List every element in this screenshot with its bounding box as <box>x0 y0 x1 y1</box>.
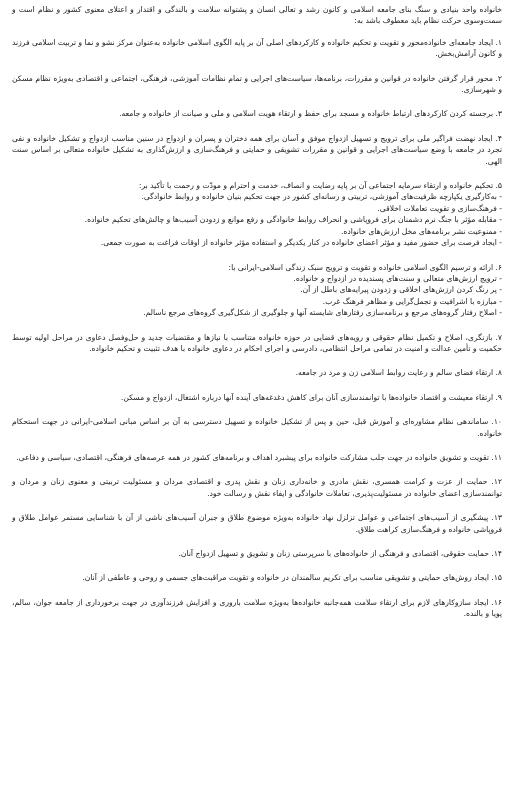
sub-item: - ایجاد فرصت برای حضور مفید و مؤثر اعضای خانواده در کنار یکدیگر و استفاده مؤثر خانواده از اوقات فراغت به صورت جمعی. <box>100 238 502 248</box>
policy-item-9: ۹. ارتقاء معیشت و اقتصاد خانواده‌ها با توانمندسازی آنان برای کاهش دغدغه‌های آینده آنها درباره اشتغال، ازدواج و مسکن. <box>120 392 502 402</box>
policy-item-6-sublist <box>12 273 502 319</box>
policy-item-13: ۱۳. پیشگیری از آسیب‌های اجتماعی و عوامل تزلزل نهاد خانواده به‌ویژه موضوع طلاق و جبران آسیب‌های ناشی از آن با شناسایی مستمر عوامل طلاق و فروپاشی خانواده و فرهنگ‌سازی کراهت طلاق. <box>12 513 502 534</box>
sub-item: - به‌کارگیری یکپارچه ظرفیت‌های آموزشی، تربیتی و رسانه‌ای کشور در جهت تحکیم بنیان خانواده و روابط خانوادگی. <box>141 192 502 202</box>
policy-item-11: ۱۱. تقویت و تشویق خانواده در جهت جلب مشارکت خانواده برای پیشبرد اهداف و برنامه‌های کشور در همه عرصه‌های فرهنگی، اقتصادی، سیاسی و دفاعی. <box>16 452 502 462</box>
policy-item-14: ۱۴. حمایت حقوقی، اقتصادی و فرهنگی از خانواده‌های با سرپرستی زنان و تشویق و تسهیل ازدواج آنان. <box>178 549 502 558</box>
sub-item: - پر رنگ کردن ارزش‌های اخلاقی و زدودن پیرایه‌های باطل از آن. <box>300 285 502 295</box>
policy-item-7: ۷. بازنگری، اصلاح و تکمیل نظام حقوقی و رویه‌های قضایی در حوزه خانواده متناسب با نیازها و مقتضیات جدید و حل‌وفصل دعاوی در مراحل اولیه توسط حکمیت و تأمین عدالت و امنیت در تمامی مراحل انتظامی، دادرسی و اجرای احکام در دعاوی خانواده با هدف تثبیت و تحکیم خانواده. <box>12 332 502 353</box>
policy-item-5-sublist <box>12 191 502 248</box>
sub-item: - فرهنگ‌سازی و تقویت تعاملات اخلاقی. <box>377 203 502 213</box>
policy-item-8: ۸. ارتقاء فضای سالم و رعایت روابط اسلامی زن و مرد در جامعه. <box>295 368 502 378</box>
policy-item-2: ۲. محور قرار گرفتن خانواده در قوانین و مقررات، برنامه‌ها، سیاست‌های اجرایی و تمام نظامات آموزشی، فرهنگی، اجتماعی و اقتصادی به‌ویژه نظام مسکن و شهرسازی. <box>12 73 502 95</box>
policy-item-4: ۴. ایجاد نهضت فراگیر ملی برای ترویج و تسهیل ازدواج موفق و آسان برای همه دختران و پسران و ازدواج در سنین مناسب ازدواج و تشکیل خانواده و نفی تجرد در جامعه با وضع سیاست‌های اجرایی و قوانین و مقررات تشویقی و حمایتی و فرهنگ‌سازی و ارزش‌گذاری به تشکیل خانواده متعالی بر اساس سنت الهی. <box>12 133 502 166</box>
policy-item-1: ۱. ایجاد جامعه‌ای خانواده‌محور و تقویت و تحکیم خانواده و کارکردهای اصلی آن بر پایه الگوی اسلامی خانواده به‌عنوان مرکز نشو و نما و تربیت اسلامی فرزند و کانون آرامش‌بخش. <box>12 37 502 59</box>
policy-item-6: ۶. ارائه و ترسیم الگوی اسلامی خانواده و تقویت و ترویج سبک زندگی اسلامی-ایرانی با: <box>228 262 502 272</box>
policy-item-15: ۱۵. ایجاد روش‌های حمایتی و تشویقی مناسب برای تکریم سالمندان در خانواده و تقویت مراقبت‌های جسمی و روحی و عاطفی از آنان. <box>82 573 502 583</box>
policy-item-5: ۵. تحکیم خانواده و ارتقاء سرمایه اجتماعی آن بر پایه رضایت و انصاف، خدمت و احترام و مودّت و رحمت با تأکید بر: <box>138 181 502 191</box>
policy-item-12: ۱۲. حمایت از عزت و کرامت همسری، نقش مادری و خانه‌داری زنان و نقش پدری و اقتصادی مردان و مسئولیت تربیتی و معنوی زنان و مردان و توانمندسازی اعضای خانواده در مسئولیت‌پذیری، تعاملات خانوادگی و ایفاء نقش و رسالت خود. <box>12 477 502 498</box>
sub-item: - اصلاح رفتار گروه‌های مرجع و برنامه‌سازی رفتارهای شایسته آنها و جلوگیری از شکل‌گیری گروه‌های مرجع ناسالم. <box>143 308 502 318</box>
sub-item: - مقابله مؤثر با جنگ نرم دشمنان برای فروپاشی و انحراف روابط خانوادگی و رفع موانع و زدودن آسیب‌ها و چالش‌های تحکیم خانواده. <box>84 215 502 225</box>
sub-item: - مبارزه با اشرافیت و تجمل‌گرایی و مظاهر فرهنگ غرب. <box>322 296 502 306</box>
sub-item: - ترویج ارزش‌های متعالی و سنت‌های پسندیده در ازدواج و خانواده. <box>293 273 502 283</box>
intro-paragraph: خانواده واحد بنیادی و سنگ بنای جامعه اسلامی و کانون رشد و تعالی انسان و پشتوانه سلامت و بالندگی و اقتدار و اعتلای معنوی کشور و نظام است و سمت‌وسوی حرکت نظام باید معطوف باشد به: <box>12 5 502 26</box>
policy-item-10: ۱۰. ساماندهی نظام مشاوره‌ای و آموزش قبل، حین و پس از تشکیل خانواده و تسهیل دسترسی به آن بر اساس مبانی اسلامی-ایرانی در جهت استحکام خانواده. <box>12 417 502 438</box>
policy-item-16: ۱۶. ایجاد سازوکارهای لازم برای ارتقاء سلامت همه‌جانبه خانواده‌ها به‌ویژه سلامت باروری و افزایش فرزندآوری در جهت برخورداری از جامعه جوان، سالم، پویا و بالنده. <box>12 597 502 619</box>
policy-item-3: ۳. برجسته کردن کارکردهای ارتباط خانواده و مسجد برای حفظ و ارتقاء هویت اسلامی و ملی و صیانت از خانواده و جامعه. <box>119 109 502 119</box>
sub-item: - ممنوعیت نشر برنامه‌های مخل ارزش‌های خانواده. <box>340 226 502 236</box>
